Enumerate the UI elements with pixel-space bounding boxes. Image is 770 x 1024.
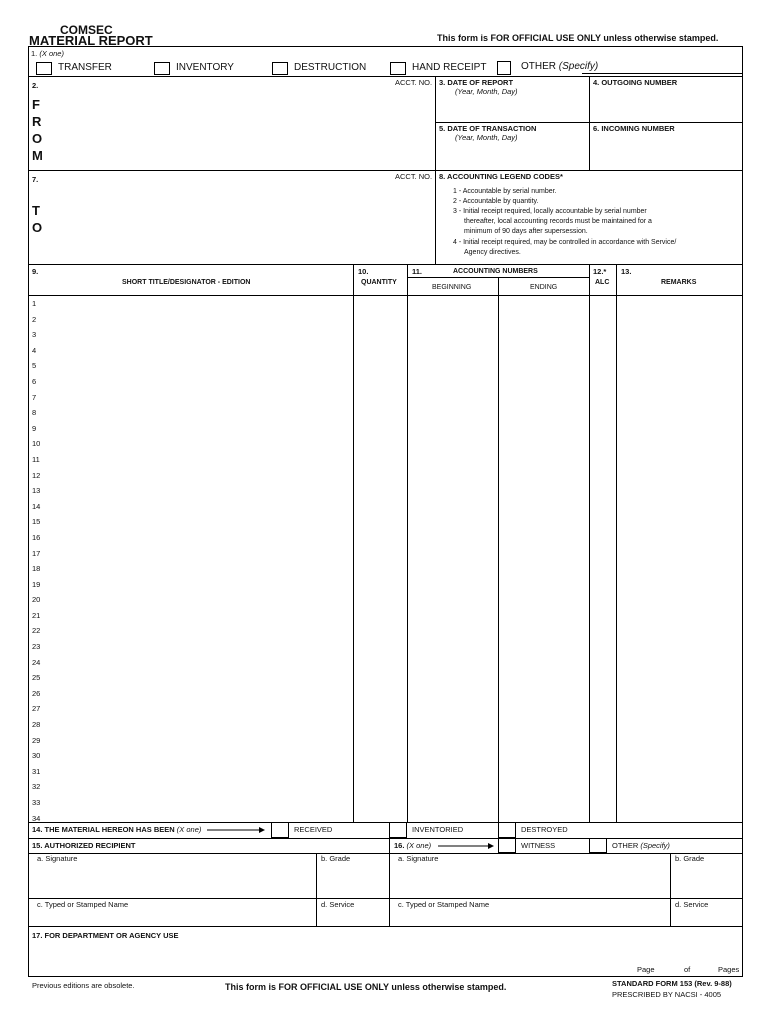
col11-ending: ENDING	[530, 284, 558, 291]
table-row[interactable]: 22	[32, 626, 41, 636]
table-row[interactable]: 23	[32, 642, 41, 652]
col13-number: 13.	[621, 267, 632, 276]
arrow-right-icon	[207, 826, 265, 834]
col12-number: 12.*	[593, 267, 607, 276]
col11-number: 11.	[412, 267, 423, 276]
to-letters: T O	[32, 203, 43, 235]
inventoried-checkbox[interactable]	[389, 822, 407, 838]
table-row[interactable]: 6	[32, 376, 37, 386]
col11-beginning: BEGINNING	[432, 284, 472, 291]
transfer-checkbox[interactable]	[36, 62, 52, 75]
legend-line-2: 2 - Accountable by quantity.	[453, 198, 539, 205]
table-row[interactable]: 34	[32, 813, 41, 823]
table-row[interactable]: 27	[32, 704, 41, 714]
from-number: 2.	[32, 81, 39, 90]
recipient-typed-name-label: c. Typed or Stamped Name	[37, 900, 129, 909]
witness-grade-label: b. Grade	[675, 854, 705, 863]
table-row[interactable]: 19	[32, 579, 41, 589]
col10-title: QUANTITY	[361, 279, 397, 286]
other-specify-line[interactable]	[582, 73, 742, 74]
block17-label: 17. FOR DEPARTMENT OR AGENCY USE	[32, 931, 179, 940]
transfer-label: TRANSFER	[58, 62, 112, 73]
other-checkbox[interactable]	[497, 61, 511, 75]
line-items	[28, 295, 742, 825]
received-label: RECEIVED	[294, 825, 333, 834]
table-row[interactable]: 9	[32, 423, 37, 433]
recipient-signature-label: a. Signature	[37, 854, 78, 863]
table-row[interactable]: 24	[32, 657, 41, 667]
footer-official-notice: This form is FOR OFFICIAL USE ONLY unless otherwise stamped.	[225, 982, 507, 992]
block15-label: 15. AUTHORIZED RECIPIENT	[32, 841, 136, 850]
legend-line-1: 1 - Accountable by serial number.	[453, 188, 557, 195]
legend-line-4: thereafter, local accounting records must be maintained for a	[464, 218, 652, 225]
inventory-label: INVENTORY	[176, 62, 234, 73]
destroyed-label: DESTROYED	[521, 825, 568, 834]
arrow-right-icon	[438, 842, 494, 850]
recipient-grade-label: b. Grade	[321, 854, 351, 863]
block14-label: 14. THE MATERIAL HEREON HAS BEEN (X one)	[32, 825, 202, 834]
table-row[interactable]: 8	[32, 408, 37, 418]
outgoing-number-label: 4. OUTGOING NUMBER	[593, 78, 678, 87]
col12-title: ALC	[595, 279, 610, 286]
table-row[interactable]: 15	[32, 517, 41, 527]
col9-number: 9.	[32, 267, 39, 276]
table-row[interactable]: 13	[32, 486, 41, 496]
block16-label: 16. (X one)	[394, 841, 432, 850]
table-row[interactable]: 12	[32, 470, 41, 480]
table-row[interactable]: 21	[32, 610, 41, 620]
hand-receipt-checkbox[interactable]	[390, 62, 406, 75]
other-label: OTHER (Specify)	[521, 61, 599, 72]
destruction-label: DESTRUCTION	[294, 62, 367, 73]
table-row[interactable]: 25	[32, 673, 41, 683]
block1-label: 1. (X one)	[31, 49, 64, 58]
table-row[interactable]: 20	[32, 595, 41, 605]
date-of-transaction-hint: (Year, Month, Day)	[455, 133, 518, 142]
table-row[interactable]: 32	[32, 782, 41, 792]
table-row[interactable]: 29	[32, 735, 41, 745]
recipient-service-label: d. Service	[321, 900, 355, 909]
hand-receipt-label: HAND RECEIPT	[412, 62, 487, 73]
table-row[interactable]: 30	[32, 751, 41, 761]
table-row[interactable]: 16	[32, 532, 41, 542]
table-row[interactable]: 10	[32, 439, 41, 449]
witness-typed-name-label: c. Typed or Stamped Name	[398, 900, 490, 909]
form-title-line1: COMSEC	[60, 23, 113, 37]
official-use-notice: This form is FOR OFFICIAL USE ONLY unless otherwise stamped.	[437, 33, 719, 43]
form-title-line2: MATERIAL REPORT	[29, 33, 153, 48]
page-label: Page	[637, 965, 655, 974]
of-label: of	[684, 965, 691, 974]
col13-title: REMARKS	[661, 279, 697, 286]
table-row[interactable]: 4	[32, 345, 37, 355]
table-row[interactable]: 3	[32, 330, 37, 340]
table-row[interactable]: 14	[32, 501, 41, 511]
table-row[interactable]: 31	[32, 766, 41, 776]
table-row[interactable]: 33	[32, 798, 41, 807]
table-row[interactable]: 2	[32, 314, 37, 324]
form-number: STANDARD FORM 153 (Rev. 9-88)	[612, 979, 732, 988]
destruction-checkbox[interactable]	[272, 62, 288, 75]
witness-checkbox[interactable]	[498, 838, 516, 853]
date-of-transaction-label: 5. DATE OF TRANSACTION	[439, 124, 537, 133]
table-row[interactable]: 1	[32, 299, 37, 308]
table-row[interactable]: 26	[32, 688, 41, 698]
table-row[interactable]: 7	[32, 392, 37, 402]
other-recipient-label: OTHER (Specify)	[612, 841, 670, 850]
legend-line-6: 4 - Initial receipt required, may be controlled in accordance with Service/	[453, 239, 677, 246]
date-of-report-label: 3. DATE OF REPORT	[439, 78, 514, 87]
inventoried-label: INVENTORIED	[412, 825, 464, 834]
witness-label: WITNESS	[521, 841, 556, 850]
legend-line-3: 3 - Initial receipt required, locally accountable by serial number	[453, 208, 647, 215]
table-row[interactable]: 18	[32, 564, 41, 574]
accounting-legend-title: 8. ACCOUNTING LEGEND CODES*	[439, 172, 563, 181]
received-checkbox[interactable]	[271, 822, 289, 838]
obsolete-notice: Previous editions are obsolete.	[32, 981, 135, 990]
table-row[interactable]: 5	[32, 361, 37, 371]
legend-line-5: minimum of 90 days after supersession.	[464, 228, 588, 235]
date-of-report-hint: (Year, Month, Day)	[455, 87, 518, 96]
prescribed-by: PRESCRIBED BY NACSI - 4005	[612, 990, 722, 999]
col10-number: 10.	[358, 267, 369, 276]
from-letters: F R O M	[32, 97, 43, 163]
destroyed-checkbox[interactable]	[498, 822, 516, 838]
to-number: 7.	[32, 175, 39, 184]
col11-title: ACCOUNTING NUMBERS	[453, 268, 538, 275]
to-acct-no: ACCT. NO.	[395, 172, 433, 181]
table-row[interactable]: 17	[32, 548, 41, 558]
table-row[interactable]: 11	[32, 454, 40, 464]
other-recipient-checkbox[interactable]	[589, 838, 607, 853]
incoming-number-label: 6. INCOMING NUMBER	[593, 124, 675, 133]
table-row[interactable]: 28	[32, 720, 41, 730]
col9-title: SHORT TITLE/DESIGNATOR - EDITION	[122, 279, 251, 286]
pages-label: Pages	[718, 965, 740, 974]
legend-line-7: Agency directives.	[464, 249, 521, 256]
witness-service-label: d. Service	[675, 900, 709, 909]
witness-signature-label: a. Signature	[398, 854, 439, 863]
inventory-checkbox[interactable]	[154, 62, 170, 75]
from-acct-no: ACCT. NO.	[395, 78, 433, 87]
